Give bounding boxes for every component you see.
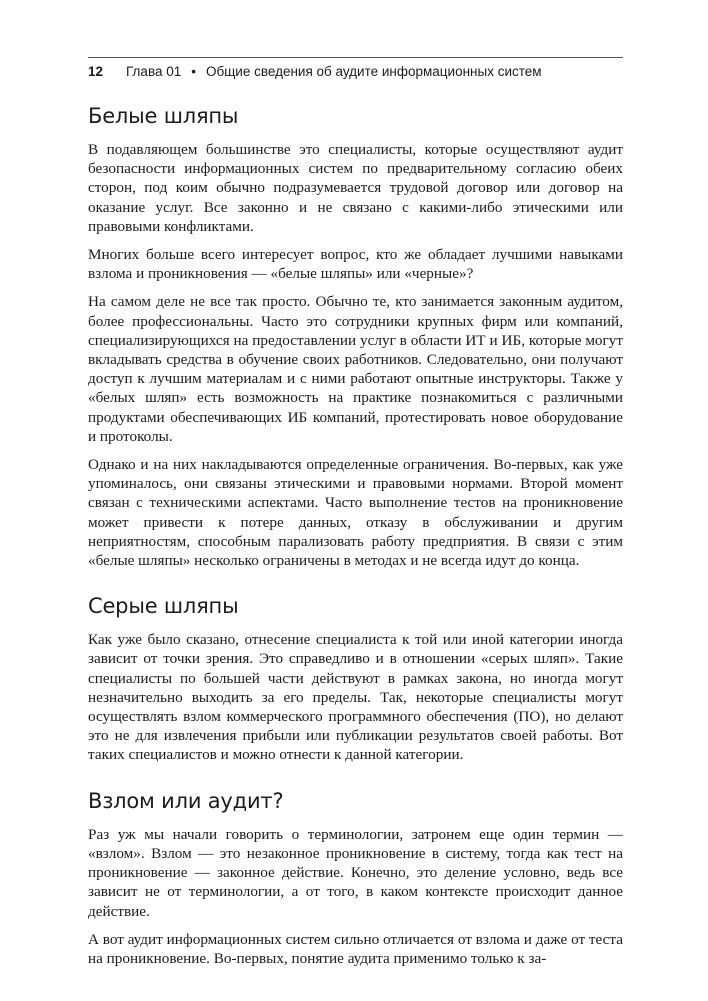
section-white-hats bbox=[88, 102, 623, 570]
page-content bbox=[88, 102, 623, 977]
paragraph: А вот аудит информационных систем сильно отличается от взлома и даже от теста на проникновение. Во-первых, понятие аудита применимо только к за- bbox=[88, 930, 623, 967]
chapter-label: Глава 01 bbox=[126, 64, 182, 79]
section-heading: Белые шляпы bbox=[88, 104, 239, 128]
paragraph: На самом деле не все так просто. Обычно те, кто занимается законным аудитом, более профессиональны. Часто это сотрудники крупных фирм или компаний, специализирующихся на предоставлении услуг в области ИТ и ИБ, которые могут вкладывать средства в обучение своих работников. Следовательно, они получают доступ к лучшим материалам и с ними работают опытные инструкторы. Также у «белых шляп» есть возможность на практике познакомиться с различными продуктами обеспечивающих ИБ компаний, протестировать новое оборудование и протоколы. bbox=[88, 293, 623, 445]
paragraph: Однако и на них накладываются определенные ограничения. Во-первых, как уже упоминалось, они связаны этическими и правовыми нормами. Второй момент связан с техническими аспектами. Часто выполнение тестов на проникновение может привести к потере данных, отказу в обслуживании и другим неприятностям, способным парализовать работу предприятия. В связи с этим «белые шляпы» несколько ограничены в методах и не всегда идут до конца. bbox=[88, 456, 623, 570]
paragraph: Раз уж мы начали говорить о терминологии, затронем еще один термин — «взлом». Взлом — это незаконное проникновение в систему, тогда как тест на проникновение — законное действие. Конечно, это деление условно, ведь все зависит не от терминологии, а от того, в каком контексте происходит данное действие. bbox=[88, 825, 623, 920]
section-grey-hats bbox=[88, 592, 623, 764]
paragraph: Как уже было сказано, отнесение специалиста к той или иной категории иногда зависит от точки зрения. Это справедливо и в отношении «серых шляп». Такие специалисты по большей части действуют в рамках закона, но иногда могут незначительно выходить за его пределы. Так, некоторые специалисты могут осуществлять взлом коммерческого программного обеспечения (ПО), но делают это не для извлечения прибыли или публикации результатов своей работы. Вот таких специалистов и можно отнести к данной категории. bbox=[88, 631, 623, 764]
section-heading: Серые шляпы bbox=[88, 594, 239, 619]
paragraph: В подавляющем большинстве это специалисты, которые осуществляют аудит безопасности информационных систем по предварительному согласию обеих сторон, под коим обычно подразумевается трудовой договор или договор на оказание услуг. Все законно и не связано с какими-либо этическими или правовыми конфликтами. bbox=[88, 141, 623, 235]
bullet-separator: • bbox=[191, 64, 196, 79]
page-number: 12 bbox=[88, 64, 104, 79]
paragraph: Многих больше всего интересует вопрос, кто же обладает лучшими навыками взлома и проникновения — «белые шляпы» или «черные»? bbox=[88, 246, 623, 283]
running-head bbox=[88, 63, 623, 81]
header-rule bbox=[88, 57, 623, 58]
section-hack-or-audit bbox=[88, 787, 623, 968]
section-heading: Взлом или аудит? bbox=[88, 788, 284, 813]
chapter-title: Общие сведения об аудите информационных систем bbox=[205, 64, 542, 79]
